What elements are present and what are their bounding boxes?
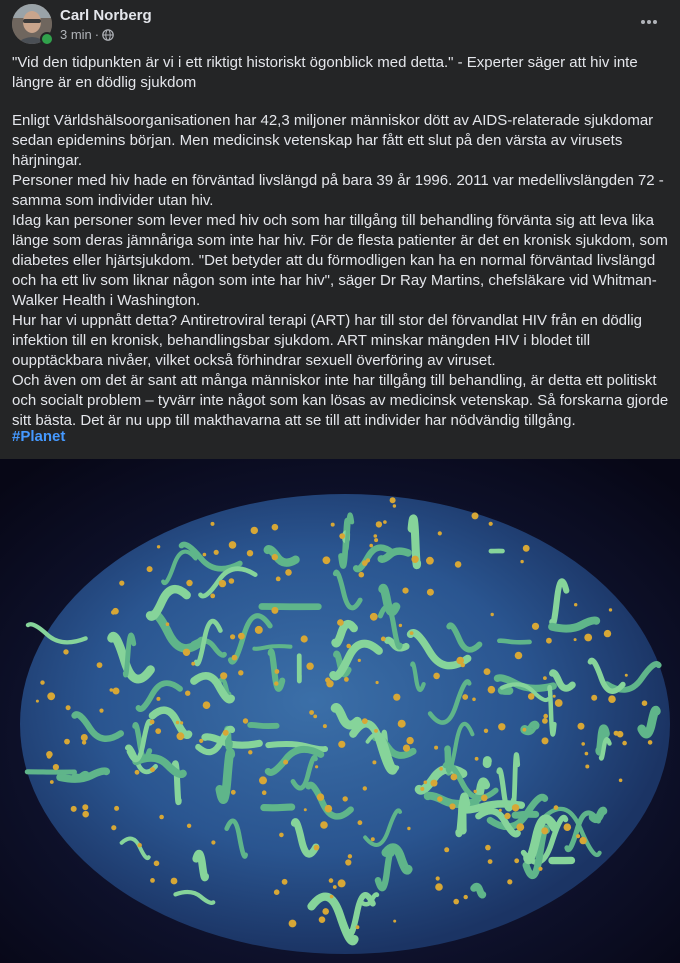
- more-options-button[interactable]: [634, 10, 664, 34]
- author-name[interactable]: Carl Norberg: [60, 7, 152, 24]
- hiv-cell-image: [0, 459, 680, 963]
- post-image[interactable]: [0, 459, 680, 963]
- post-paragraph: Och även om det är sant att många människor inte har tillgång till behandling, är detta ett politiskt och socialt problem – tyvärr inte något som kan lösas av medicinsk vetenskap. Så forskarna gjorde sitt bästa. Det är nu upp till makthavarna att se till att individer har nödvändig tillgång.: [12, 372, 669, 429]
- meta-separator: ·: [94, 27, 100, 42]
- post-text: [12, 53, 672, 431]
- globe-icon[interactable]: [102, 29, 114, 41]
- post-paragraph: Personer med hiv hade en förväntad livslängd på bara 39 år 1996. 2011 var medellivslängden 72 - samma som individer utan hiv.: [12, 172, 664, 209]
- post-paragraph: Hur har vi uppnått detta? Antiretroviral terapi (ART) har till stor del förvandlat HIV från en dödlig infektion till en kronisk, behandlingsbar sjukdom. ART minskar mängden HIV i blodet till oupptäckbara nivåer, vilket också förhindrar sexuell överföring av viruset.: [12, 312, 643, 369]
- post-timestamp[interactable]: 3 min: [60, 27, 92, 42]
- post-quote: "Vid den tidpunkten är vi i ett riktigt historiskt ögonblick med detta." - Experter säger att hiv inte längre är en dödlig sjukdom: [12, 54, 638, 91]
- hashtag-link[interactable]: #Planet: [12, 428, 66, 445]
- post-paragraph: Enligt Världshälsoorganisationen har 42,3 miljoner människor dött av AIDS-relaterade sjukdomar sedan epidemins början. Men medicinsk vetenskap har fått ett slut på den värsta av virusets härjningar.: [12, 112, 654, 169]
- post-paragraph: Idag kan personer som lever med hiv och som har tillgång till behandling förvänta sig att leva lika länge som deras jämnåriga som inte har hiv. För de flesta patienter är det en kronisk sjukdom, som diabetes eller hjärtsjukdom. "Det betyder att du förmodligen kan ha en normal förväntad livslängd och ha ett liv som liknar någon som inte har hiv", säger Dr Ray Martins, chefsläkare vid Whitman-Walker Health i Washington.: [12, 212, 668, 309]
- post-meta: [60, 27, 114, 42]
- more-horizontal-icon: [640, 19, 658, 25]
- online-status-indicator: [40, 32, 54, 46]
- post-header: [0, 0, 680, 50]
